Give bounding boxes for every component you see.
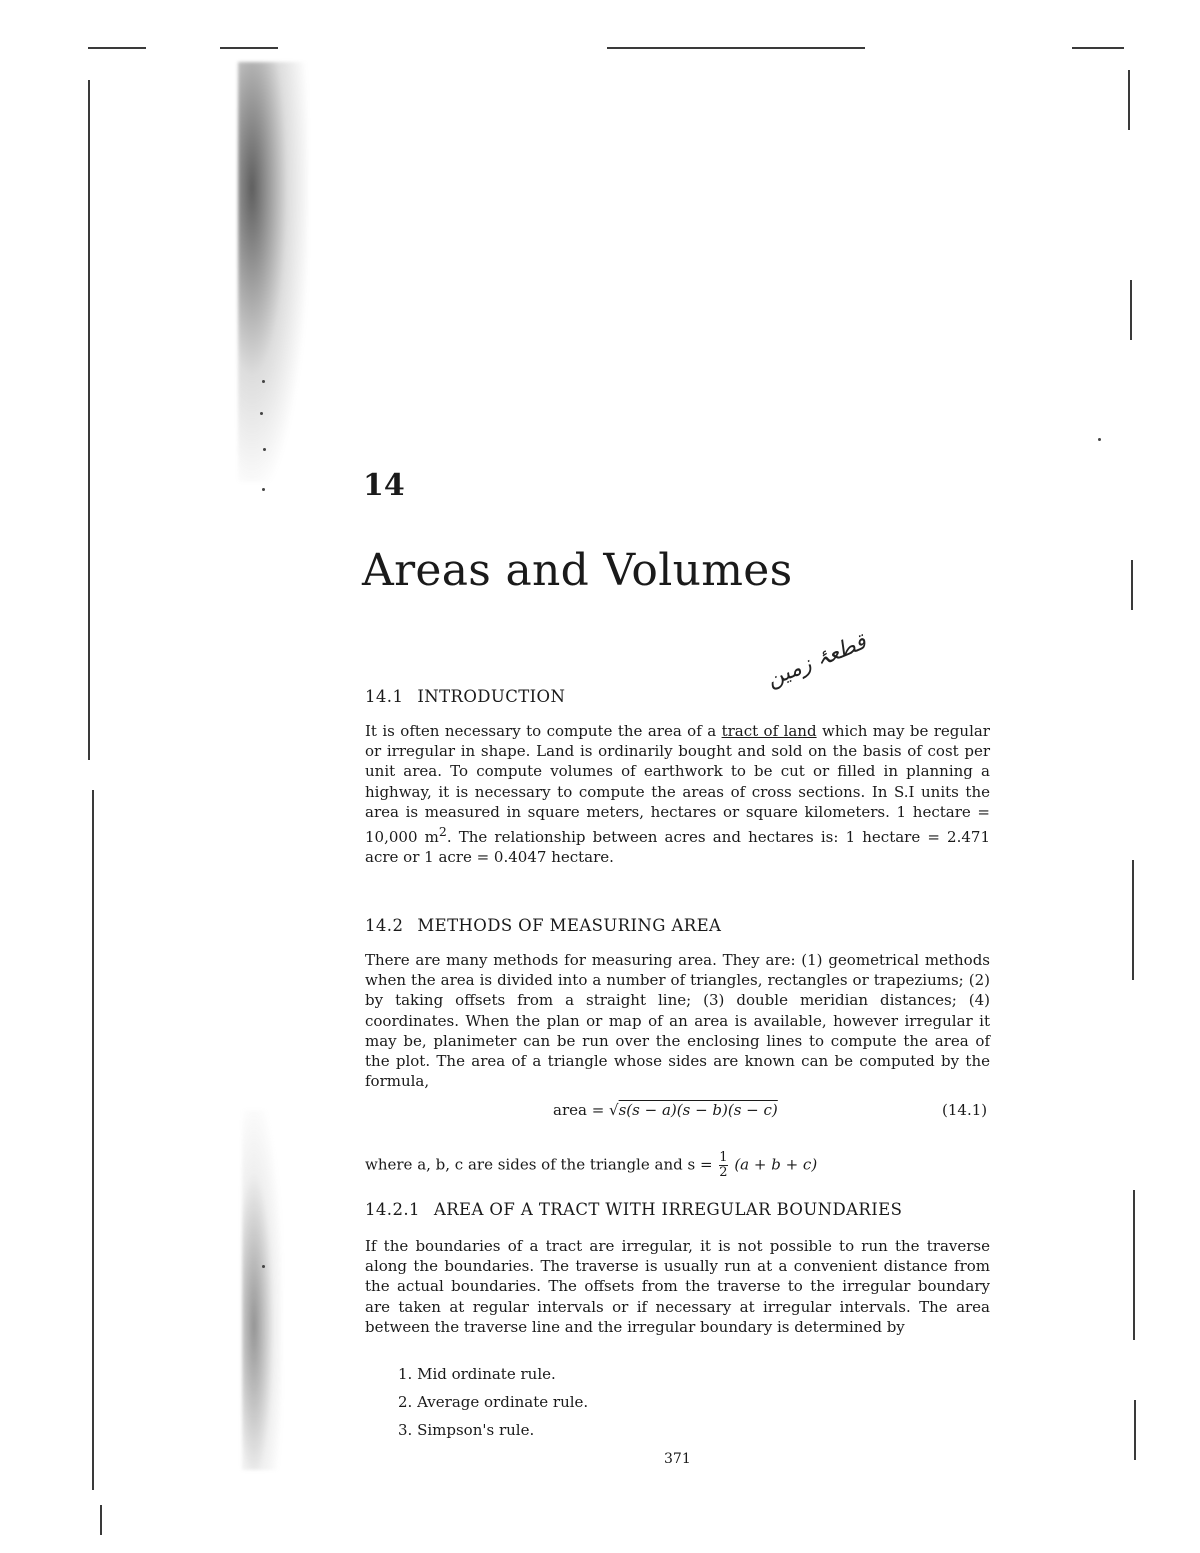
radical-sign: √ (609, 1101, 619, 1119)
introduction-paragraph (365, 721, 990, 867)
scan-edge-left-1 (88, 80, 90, 760)
where-line (365, 1151, 817, 1180)
scan-edge-left-2 (92, 790, 94, 1490)
scan-speck (260, 412, 263, 415)
fraction-numerator: 1 (719, 1150, 728, 1165)
paragraph-text: . The relationship between acres and hectares is: 1 hectare = 2.471 acre or 1 acre = 0.4047 hectare. (365, 828, 990, 867)
list-item: 3. Simpson's rule. (398, 1421, 535, 1439)
section-heading-methods (365, 916, 721, 935)
scan-speck (263, 448, 266, 451)
section-number: 14.2 (365, 916, 404, 935)
section-title: METHODS OF MEASURING AREA (417, 916, 722, 935)
area-formula (553, 1101, 778, 1119)
section-title: AREA OF A TRACT WITH IRREGULAR BOUNDARIES (433, 1200, 903, 1219)
formula-rhs: s(s − a)(s − b)(s − c) (618, 1101, 778, 1119)
paragraph-text: which may be regular or irregular in shape. Land is ordinarily bought and sold on the basis of cost per unit area. To compute volumes of earthwork to be cut or filled in planning a highway, it is necessary to compute the areas of cross sections. In S.I units the area is measured in square meters, hectares or square kilometers. 1 hectare = 10,000 m (365, 722, 990, 847)
section-heading-irregular-boundaries (365, 1200, 902, 1219)
scan-edge-right-2 (1130, 280, 1132, 340)
scan-edge-top-2 (220, 47, 278, 49)
fraction-denominator: 2 (719, 1165, 728, 1180)
scan-edge-top-3 (607, 47, 865, 49)
scan-edge-top-1 (88, 47, 146, 49)
underlined-phrase: tract of land (721, 722, 817, 740)
scan-edge-right-3 (1131, 560, 1133, 610)
chapter-number: 14 (363, 468, 405, 503)
handwritten-annotation: قطعۂ زمین (763, 629, 870, 693)
chapter-title: Areas and Volumes (362, 545, 793, 596)
superscript: 2 (438, 824, 447, 840)
irregular-boundaries-paragraph: If the boundaries of a tract are irregular, it is not possible to run the traverse along the boundaries. The traverse is usually run at a convenient distance from the actual boundaries. The offsets from the traverse to the irregular boundary are taken at regular intervals or if necessary at irregular intervals. The area between the traverse line and the irregular boundary is determined by (365, 1237, 990, 1336)
binding-shadow-top (238, 62, 308, 482)
scan-speck (262, 488, 265, 491)
methods-paragraph: There are many methods for measuring area. They are: (1) geometrical methods when the area is divided into a number of triangles, rectangles or trapeziums; (2) by taking offsets from a straight line; (3) double meridian distances; (4) coordinates. When the plan or map of an area is available, however irregular it may be, planimeter can be run over the enclosing lines to compute the area of the plot. The area of a triangle whose sides are known can be computed by the formula, (365, 951, 990, 1091)
section-number: 14.2.1 (365, 1200, 420, 1219)
fraction-half (719, 1151, 727, 1180)
scan-edge-right-6 (1134, 1400, 1136, 1460)
scan-edge-right-1 (1128, 70, 1130, 130)
paragraph-text: It is often necessary to compute the area of a (365, 722, 722, 740)
list-item: 1. Mid ordinate rule. (398, 1365, 556, 1383)
formula-lhs: area = (553, 1101, 610, 1119)
scan-speck (262, 380, 265, 383)
scan-speck (262, 1265, 265, 1268)
section-title: INTRODUCTION (417, 687, 566, 706)
scan-edge-left-3 (100, 1505, 102, 1535)
section-heading-introduction (365, 687, 565, 706)
page-number: 371 (664, 1451, 691, 1467)
where-tail: (a + b + c) (729, 1155, 818, 1174)
scan-edge-top-4 (1072, 47, 1124, 49)
scan-edge-right-5 (1133, 1190, 1135, 1340)
formula-number: (14.1) (942, 1101, 988, 1119)
section-number: 14.1 (365, 687, 404, 706)
list-item: 2. Average ordinate rule. (398, 1393, 589, 1411)
binding-shadow-bottom (242, 1110, 282, 1470)
scan-edge-right-4 (1132, 860, 1134, 980)
scan-speck (1098, 438, 1101, 441)
where-text: where a, b, c are sides of the triangle and s = (365, 1155, 718, 1174)
